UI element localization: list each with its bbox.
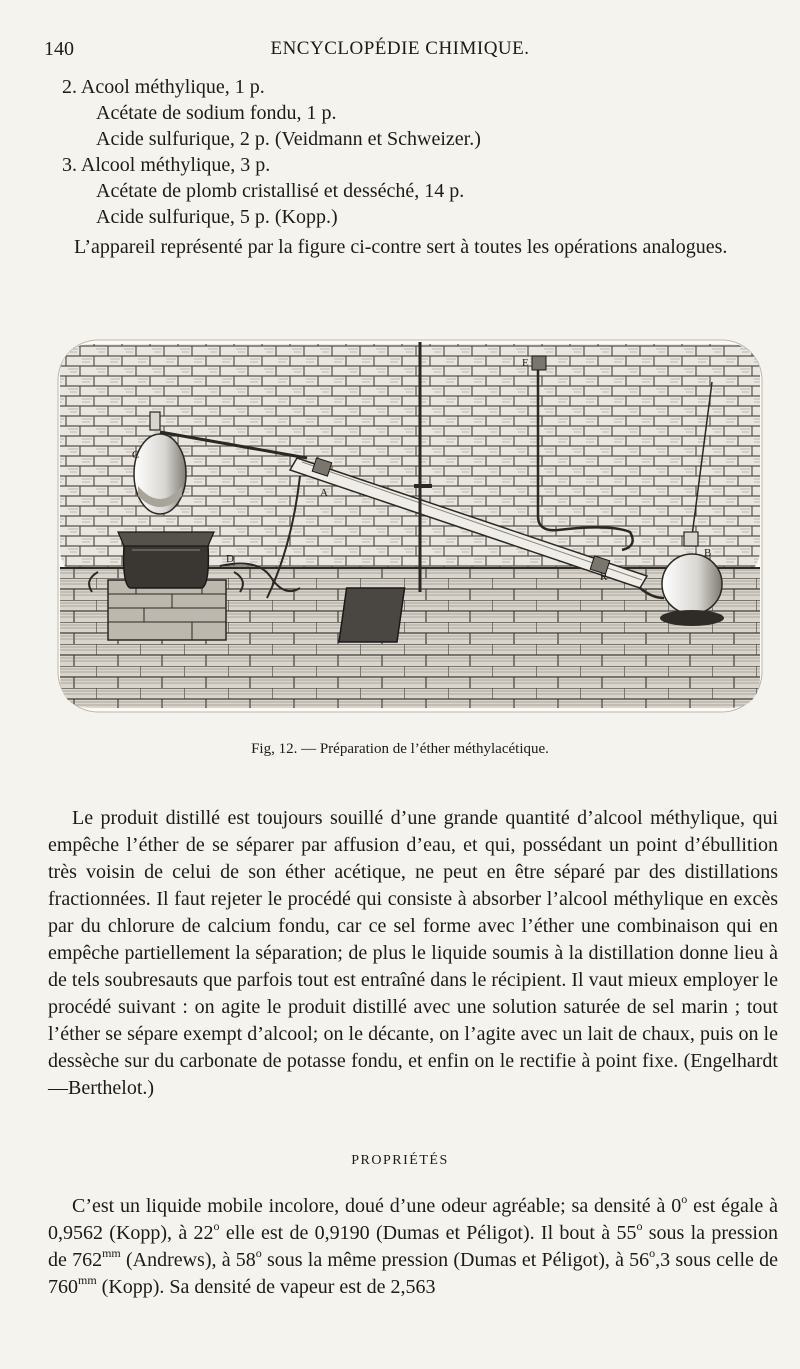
recipe-list (62, 74, 762, 230)
label-d: D (226, 553, 234, 565)
superscript: mm (102, 1246, 121, 1260)
paragraph-text: Le produit distillé est toujours souillé d’une grande quantité d’alcool méthylique, qui empêche l’éther de se séparer par affusion d’eau, et qui, possédant un point d’ébullition très voisin de celui de son éther acétique, ne peut en être séparé par des distillations fractionnées. Il faut rejeter le procédé qui consiste à absorber l’alcool méthylique en excès par du chlorure de calcium fondu, car ce sel forme avec l’éther une combinaison qui en empêche partiellement la séparation; de plus le liquide soumis à la distillation donne lieu à de tels soubresauts que parfois tout est entraîné dans le récipient. Il vaut mieux employer le procédé suivant : on agite le produit distillé avec une solution saturée de sel marin ; tout l’éther se sépare exempt d’alcool; on le décante, on l’agite avec un lait de chaux, puis on le dessèche sur du carbonate de potasse fondu, et enfin on le rectifie à point fixe. (Engelhardt—Berthelot.) (48, 807, 778, 1099)
text-run: ,3 sous celle de 760 (48, 1249, 778, 1298)
text-run: (Andrews), à 58 (120, 1249, 256, 1271)
text-run: sous la même pression (Dumas et Péligot), à 56 (261, 1249, 650, 1271)
text-run: C’est un liquide mobile incolore, doué d’une odeur agréable; sa densité à 0 (72, 1195, 682, 1217)
label-c: C (132, 449, 140, 461)
superscript: o (636, 1219, 643, 1233)
running-title: ENCYCLOPÉDIE CHIMIQUE. (270, 38, 530, 59)
figure-caption: Fig, 12. — Préparation de l’éther méthylacétique. (251, 741, 549, 757)
superscript: o (681, 1192, 688, 1206)
recipe-line: Acide sulfurique, 2 p. (Veidmann et Schweizer.) (96, 128, 481, 150)
text-run: elle est de 0,9190 (Dumas et Péligot). Il bout à 55 (219, 1222, 637, 1244)
distillation-apparatus-illustration (52, 336, 768, 716)
text-run: (Kopp). Sa densité de vapeur est de 2,563 (96, 1276, 436, 1298)
figure-engraving (52, 336, 768, 716)
recipe-line: 2. Acool méthylique, 1 p. (62, 76, 265, 98)
running-header (44, 38, 756, 66)
intro-paragraph: L’appareil représenté par la figure ci-contre sert à toutes les opérations analogues. (74, 236, 728, 258)
recipe-line: Acétate de sodium fondu, 1 p. (96, 102, 337, 124)
label-a: A (320, 487, 328, 499)
recipe-line: 3. Alcool méthylique, 3 p. (62, 154, 271, 176)
recipe-line: Acétate de plomb cristallisé et desséché, 14 p. (96, 180, 465, 202)
label-b: B (704, 547, 712, 559)
paragraph-properties (48, 1193, 778, 1301)
page-number: 140 (44, 38, 74, 60)
superscript: o (255, 1246, 262, 1260)
section-heading: PROPRIÉTÉS (351, 1153, 449, 1168)
superscript: o (649, 1246, 656, 1260)
paragraph-purification (48, 805, 778, 1102)
superscript: mm (78, 1273, 97, 1287)
text-run: est égale à 0,9562 (Kopp), à 22 (48, 1195, 779, 1244)
text-run: sous la pression de 762 (48, 1222, 778, 1271)
label-e: E (522, 357, 529, 369)
recipe-line: Acide sulfurique, 5 p. (Kopp.) (96, 206, 338, 228)
label-r: R (600, 571, 608, 583)
superscript: o (213, 1219, 220, 1233)
